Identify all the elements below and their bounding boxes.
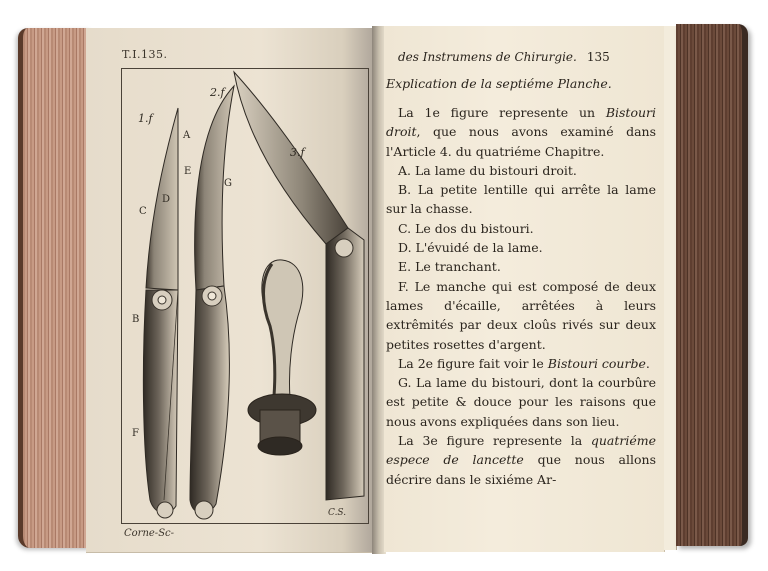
item-g: G. La lame du bistouri, dont la courbûre est petite & douce pour les raisons que nous avons expliquées dans son lieu.: [386, 375, 656, 429]
label-c: C: [139, 206, 147, 217]
plate-explanation: [386, 103, 656, 489]
label-b: B: [132, 314, 140, 325]
right-fore-edge: [676, 24, 748, 546]
right-page-text: [384, 26, 665, 552]
fig2-end-rosette: [195, 501, 213, 519]
label-e: E: [184, 166, 192, 177]
item-e: E. Le tranchant.: [398, 259, 501, 275]
item-c: C. Le dos du bistouri.: [398, 220, 534, 236]
artist-initials: C.S.: [328, 508, 347, 518]
item-b: B. La petite lentille qui arrête la lame sur la chasse.: [386, 182, 656, 217]
label-g: G: [224, 178, 232, 189]
fig2-handle: [190, 286, 229, 513]
section-title: Explication de la septiéme Planche.: [386, 76, 612, 91]
paragraph-fig1: La 1e figure represente un Bistouri droit, que nous avons examiné dans l'Article 4. du quatriéme Chapitre.: [386, 105, 656, 159]
fig1-label: 1.f: [138, 112, 153, 125]
spoon-instrument: [262, 260, 303, 398]
fig3-handle: [326, 228, 364, 500]
fig2-label: 2.f: [210, 86, 225, 99]
fig3-label: 3.f: [290, 146, 305, 159]
label-f: F: [132, 428, 139, 439]
label-d: D: [162, 194, 171, 205]
paragraph-fig2: La 2e figure fait voir le Bistouri courbe.: [398, 355, 650, 371]
fig1-handle: [143, 290, 178, 513]
page-number: 135: [586, 50, 610, 64]
engraver-signature: Corne-Sc-: [124, 528, 175, 539]
label-a: A: [183, 130, 191, 141]
item-f: F. Le manche qui est composé de deux lames d'écaille, arrêtées à leurs extrêmités par deux cloûs rivés sur deux petites rosettes d'argent.: [386, 278, 656, 352]
fig1-end-rosette: [157, 502, 173, 518]
fig3-rosette: [335, 239, 353, 257]
left-fore-edge: [18, 28, 91, 548]
plate-number: T.I.135.: [122, 48, 168, 61]
running-head-title: des Instrumens de Chirurgie.: [398, 50, 577, 64]
item-d: D. L'évuidé de la lame.: [398, 240, 543, 256]
running-head: [386, 50, 656, 64]
item-a: A. La lame du bistouri droit.: [398, 162, 577, 178]
paragraph-fig3: La 3e figure represente la quatriéme espece de lancette que nous allons décrire dans le sixiéme Ar-: [386, 433, 656, 487]
surgical-instruments-engraving: [86, 28, 378, 552]
